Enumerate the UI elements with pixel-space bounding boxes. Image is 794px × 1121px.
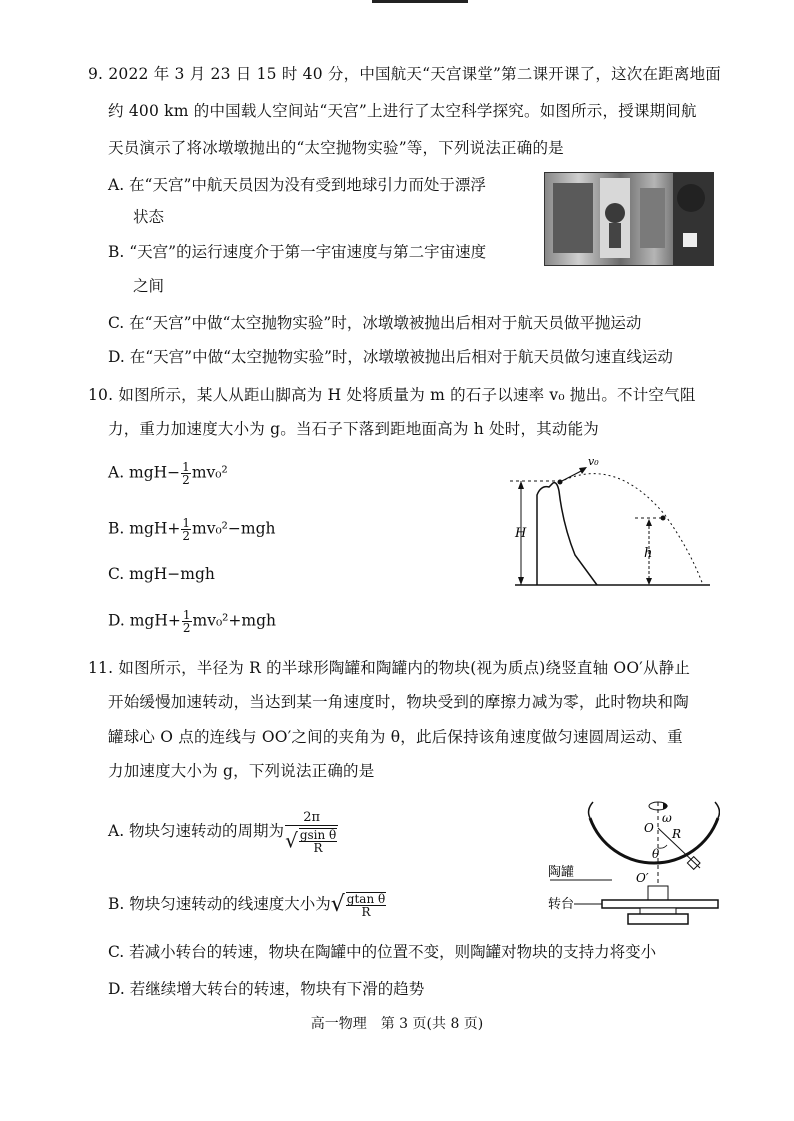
sqrt-symbol: √ [330,892,345,917]
fig-label-H: H [515,526,527,541]
page-footer: 高一物理 第 3 页(共 8 页) [310,1016,484,1032]
fig-label-theta: θ [652,847,660,861]
q10-stem-line1: 10. 如图所示，某人从距山脚高为 H 处将质量为 m 的石子以速率 v₀ 抛出。不计空气阻 [88,386,696,404]
q11-option-a-prefix: A. 物块匀速转动的周期为 [108,822,285,840]
fraction-numerator: 2π [285,810,338,826]
radicand-numerator: gsin θ [299,828,337,842]
fraction-denominator [285,826,338,854]
q11-option-c: C. 若减小转台的转速，物块在陶罐中的位置不变，则陶罐对物块的支持力将变小 [108,943,657,961]
fig-label-omega: ω [662,811,672,825]
fig-label-turntable: 转台 [548,897,575,912]
q10-option-a-suffix: mv₀² [191,463,228,482]
fraction [285,810,338,854]
q9-stem-line3: 天员演示了将冰墩墩抛出的“太空抛物实验”等，下列说法正确的是 [108,139,564,157]
top-rule [372,0,468,3]
fig-label-O-prime: O′ [636,871,649,885]
radicand-denominator: R [361,905,371,919]
fraction-denominator: 2 [182,473,190,487]
radicand-fraction [299,828,337,854]
fraction-denominator: 2 [182,621,191,635]
q9-option-d: D. 在“天宫”中做“太空抛物实验”时，冰墩墩被抛出后相对于航天员做匀速直线运动 [108,348,673,366]
q10-option-c: C. mgH−mgh [108,565,215,583]
radicand-numerator: gtan θ [346,892,386,906]
q10-stem-line2: 力，重力加速度大小为 g。当石子下落到距地面高为 h 处时，其动能为 [108,420,599,438]
q10-option-d [108,609,276,634]
q9-option-c: C. 在“天宫”中做“太空抛物实验”时，冰墩墩被抛出后相对于航天员做平抛运动 [108,314,642,332]
q9-option-b-cont: 之间 [133,277,165,295]
fraction [181,517,191,542]
fig-label-v0: v₀ [588,455,599,468]
q11-stem-line4: 力加速度大小为 g，下列说法正确的是 [108,762,375,780]
q10-option-a-prefix: A. mgH− [108,463,181,482]
q10-option-b [108,517,276,542]
q11-stem-line1: 11. 如图所示，半径为 R 的半球形陶罐和陶罐内的物块(视为质点)绕竖直轴 OO′从静止 [88,659,691,677]
q10-option-b-suffix: mv₀²−mgh [192,519,276,538]
fig-label-pot: 陶罐 [548,865,575,880]
q11-stem-line2: 开始缓慢加速转动，当达到某一角速度时，物块受到的摩擦力减为零，此时物块和陶 [108,693,689,711]
radicand-fraction [346,892,386,918]
fraction [181,461,191,486]
fig-label-R: R [672,827,682,841]
sqrt-symbol: √ [285,828,298,853]
q9-option-a-cont: 状态 [133,208,165,226]
q10-option-a [108,461,228,486]
q10-option-b-prefix: B. mgH+ [108,519,181,538]
fraction [182,609,192,634]
q9-option-a: A. 在“天宫”中航天员因为没有受到地球引力而处于漂浮 [108,176,486,194]
fraction-numerator: 1 [182,516,191,530]
fig-label-h: h [644,546,653,561]
q10-option-d-prefix: D. mgH+ [108,611,181,630]
radicand-denominator: R [313,841,323,855]
q9-stem-line1: 9. 2022 年 3 月 23 日 15 时 40 分，中国航天“天宫课堂”第二课开课了，这次在距离地面 [88,65,721,83]
q11-option-d: D. 若继续增大转台的转速，物块有下滑的趋势 [108,980,425,998]
space-station-photo [544,172,714,266]
fraction-numerator: 1 [182,460,190,474]
q9-stem-line2: 约 400 km 的中国载人空间站“天宫”上进行了太空科学探究。如图所示，授课期间航 [108,102,697,120]
projectile-figure [505,445,715,595]
fraction-denominator: 2 [182,529,191,543]
q11-option-a [108,810,339,854]
q11-option-b-prefix: B. 物块匀速转动的线速度大小为 [108,895,331,913]
q11-option-b [108,892,387,918]
fraction-numerator: 1 [182,608,191,622]
q9-option-b: B. “天宫”的运行速度介于第一宇宙速度与第二宇宙速度 [108,243,487,261]
rotating-pot-figure [540,792,720,942]
fig-label-O: O [644,821,654,835]
q10-option-d-suffix: mv₀²+mgh [192,611,276,630]
q11-stem-line3: 罐球心 O 点的连线与 OO′之间的夹角为 θ，此后保持该角速度做匀速圆周运动、重 [108,728,683,746]
